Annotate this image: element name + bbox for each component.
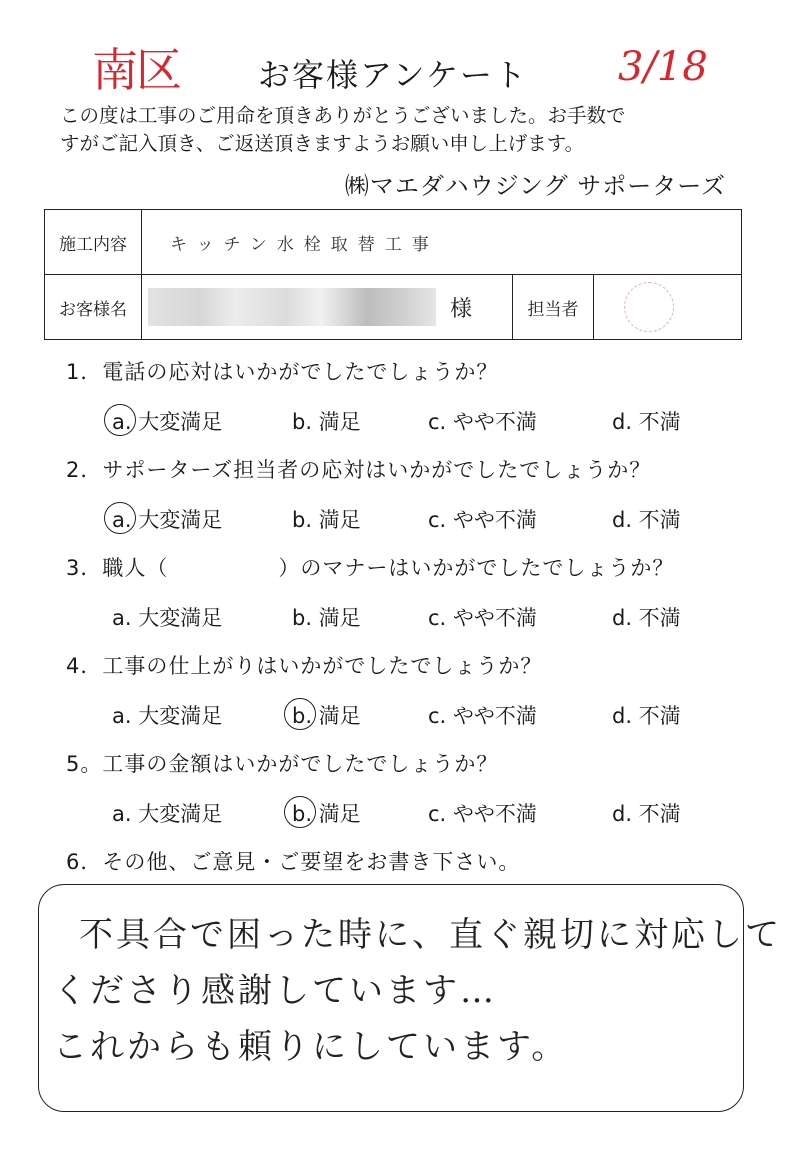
option-label: a. 大変満足 — [112, 704, 223, 728]
option-label: b. 満足 — [292, 802, 361, 826]
q1-option-b[interactable] — [292, 406, 361, 436]
q4-option-c[interactable] — [428, 700, 537, 730]
option-label: c. やや不満 — [428, 606, 537, 630]
q4-option-a[interactable] — [112, 700, 222, 730]
q3-option-a[interactable] — [112, 602, 222, 632]
intro-line-1: この度は工事のご用命を頂きありがとうございました。お手数で — [60, 104, 626, 127]
question-4: 4．工事の仕上がりはいかがでしたでしょうか？ — [66, 654, 543, 678]
company-name: ㈱マエダハウジング サポーターズ — [344, 172, 726, 200]
customer-label: お客様名 — [45, 275, 142, 340]
option-label: d. 不満 — [612, 802, 681, 826]
option-label: d. 不満 — [612, 606, 681, 630]
page-title: お客様アンケート — [257, 56, 529, 94]
q3-option-d[interactable] — [612, 602, 681, 632]
comment-line-2: くださり感謝しています… — [53, 971, 497, 1011]
q3-option-c[interactable] — [428, 602, 537, 632]
q5-option-b[interactable] — [292, 798, 361, 828]
honorific: 様 — [450, 296, 473, 322]
intro-text — [60, 102, 740, 158]
selected-circle — [284, 796, 316, 828]
q2-option-c[interactable] — [428, 504, 537, 534]
option-label: c. やや不満 — [428, 704, 537, 728]
intro-line-2: すがご記入頂き、ご返送頂きますようお願い申し上げます。 — [60, 132, 585, 155]
selected-circle — [104, 404, 136, 436]
q2-option-b[interactable] — [292, 504, 361, 534]
option-label: c. やや不満 — [428, 802, 537, 826]
option-label: c. やや不満 — [428, 410, 537, 434]
option-label: d. 不満 — [612, 704, 681, 728]
selected-circle — [284, 698, 316, 730]
option-label: a. 大変満足 — [112, 606, 223, 630]
q1-option-d[interactable] — [612, 406, 681, 436]
question-5: 5。工事の金額はいかがでしたでしょうか？ — [66, 752, 499, 776]
option-label: a. 大変満足 — [112, 802, 223, 826]
staff-field[interactable] — [594, 275, 742, 340]
customer-name-redacted — [148, 288, 436, 326]
option-label: a. 大変満足 — [112, 410, 223, 434]
q3-option-b[interactable] — [292, 602, 361, 632]
q4-option-b[interactable] — [292, 700, 361, 730]
option-label: b. 満足 — [292, 410, 361, 434]
option-label: b. 満足 — [292, 508, 361, 532]
info-table — [44, 209, 742, 340]
comment-box[interactable] — [38, 884, 782, 1112]
q2-option-a[interactable] — [112, 504, 222, 534]
option-label: c. やや不満 — [428, 508, 537, 532]
staff-stamp — [624, 282, 674, 332]
ward-handwritten: 南区 — [92, 43, 180, 97]
q1-option-a[interactable] — [112, 406, 222, 436]
staff-label: 担当者 — [513, 275, 594, 340]
question-2: 2．サポーターズ担当者の応対はいかがでしたでしょうか？ — [66, 458, 652, 482]
option-label: d. 不満 — [612, 508, 681, 532]
q5-option-d[interactable] — [612, 798, 681, 828]
q4-option-d[interactable] — [612, 700, 681, 730]
q5-option-c[interactable] — [428, 798, 537, 828]
option-label: b. 満足 — [292, 606, 361, 630]
option-label: a. 大変満足 — [112, 508, 223, 532]
comment-line-1: 不具合で困った時に、直ぐ親切に対応して — [79, 915, 782, 955]
work-value[interactable]: キッチン水栓取替工事 — [142, 210, 742, 275]
comment-line-3: これからも頼りにしています。 — [53, 1027, 569, 1067]
question-3: 3．職人（ ）のマナーはいかがでしたでしょうか？ — [66, 556, 675, 580]
q1-option-c[interactable] — [428, 406, 537, 436]
question-1: 1．電話の応対はいかがでしたでしょうか？ — [66, 360, 499, 384]
question-6: 6．その他、ご意見・ご要望をお書き下さい。 — [66, 850, 521, 874]
q5-option-a[interactable] — [112, 798, 222, 828]
customer-name-field[interactable] — [142, 275, 513, 340]
q2-option-d[interactable] — [612, 504, 681, 534]
work-label: 施工内容 — [45, 210, 142, 275]
date-handwritten: 3/18 — [618, 44, 708, 90]
option-label: d. 不満 — [612, 410, 681, 434]
option-label: b. 満足 — [292, 704, 361, 728]
selected-circle — [104, 502, 136, 534]
